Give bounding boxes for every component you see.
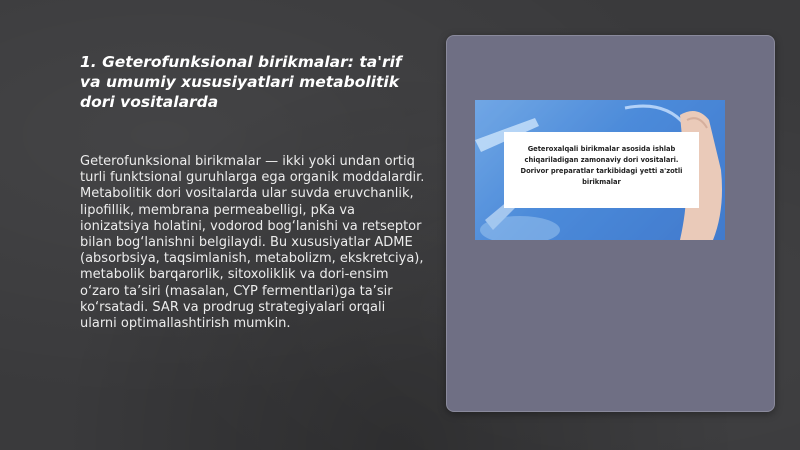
lab-photo [475,100,725,240]
slide-title: 1. Geterofunksional birikmalar: ta'rif va umumiy xususiyatlari metabolitik dori vositalarda [80,53,402,111]
caption-line: Geteroxalqali birikmalar asosida ishlab [527,145,676,153]
caption-line: Dorivor preparatlar tarkibidagi yetti a'zotli [520,167,683,175]
caption-line: chiqariladigan zamonaviy dori vositalari. [524,156,679,164]
caption-line: birikmalar [582,178,621,186]
image-caption [504,132,699,208]
slide-body-text: Geterofunksional birikmalar — ikki yoki undan ortiq turli funktsional guruhlarga ega organik moddalardir. Metabolitik dori vositalarda ular suvda eruvchanlik, lipofillik, membrana permeabelligi, pKa va ionizatsiya holatini, vodorod bog‘lanishi va retseptor bilan bog‘lanishni belgilaydi. Bu xususiyatlar ADME (absorbsiya, taqsimlanish, metabolizm, ekskretciya), metabolik barqarorlik, sitoxoliklik va dori-ensim o‘zaro ta’siri (masalan, CYP fermentlari)ga ta’sir ko‘rsatadi. SAR va prodrug strategiyalari orqali ularni optimallashtirish mumkin. [80,154,425,332]
